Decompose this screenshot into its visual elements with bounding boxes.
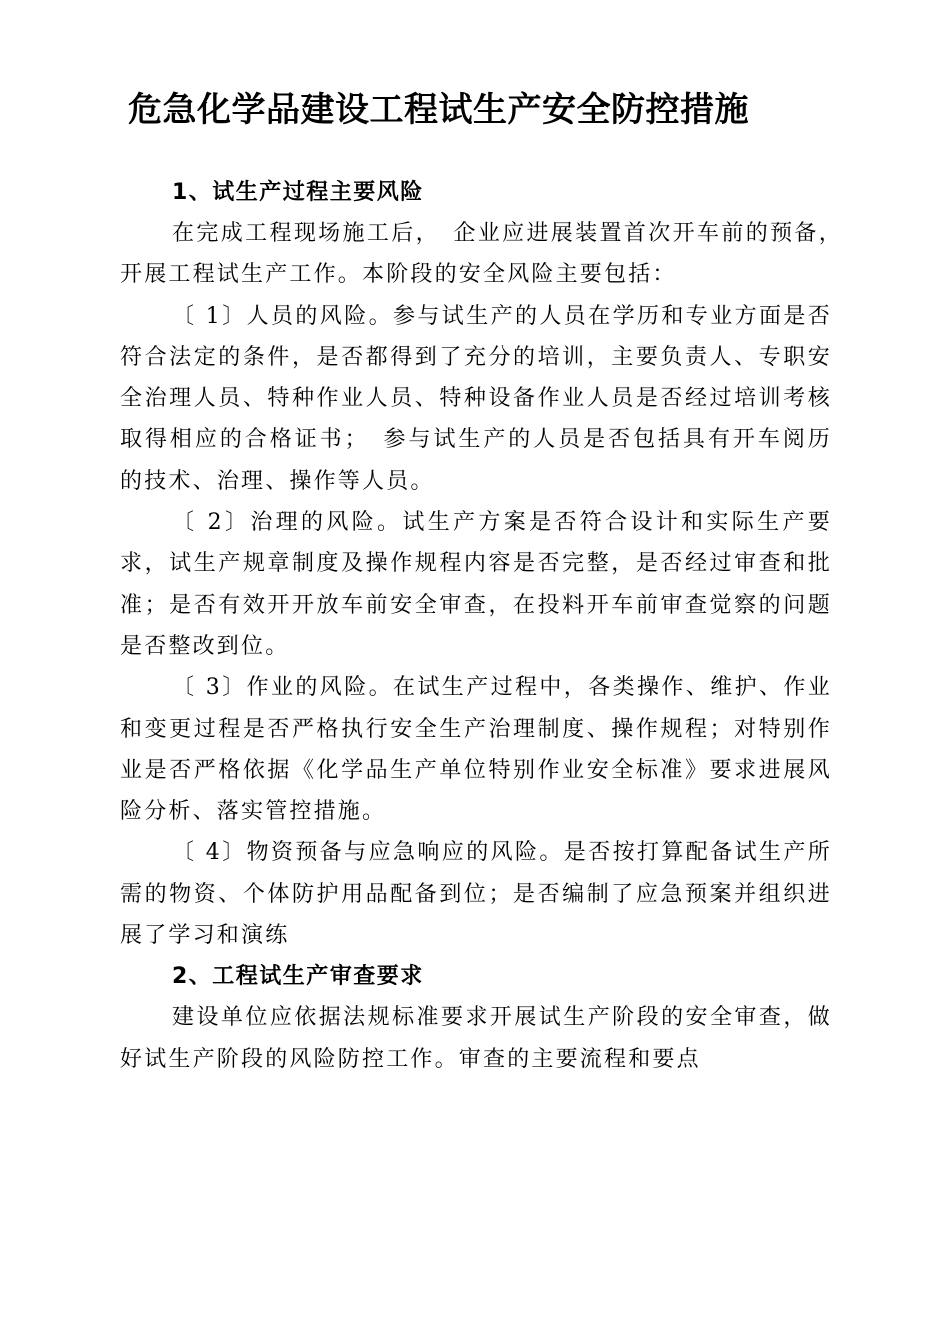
section-heading-risks: 1、试生产过程主要风险 bbox=[172, 180, 424, 205]
paragraph-operation-risk: 〔 3〕作业的风险。在试生产过程中，各类操作、维护、作业和变更过程是否严格执行安全生产治理制度、操作规程；对特别作业是否严格依据《化学品生产单位特别作业安全标准》要求进展风险分析、落实管控措施。 bbox=[120, 675, 832, 825]
paragraph-management-risk: 〔 2〕治理的风险。试生产方案是否符合设计和实际生产要求，试生产规章制度及操作规程内容是否完整，是否经过审查和批准；是否有效开开放车前安全审查，在投料开车前审查觉察的问题是否整改到位。 bbox=[120, 510, 832, 659]
document-title: 危急化学品建设工程试生产安全防控措施 bbox=[128, 90, 749, 130]
document-body bbox=[120, 172, 857, 1080]
section-heading-review: 2、工程试生产审查要求 bbox=[172, 964, 424, 990]
paragraph-personnel-risk: 〔 1〕人员的风险。参与试生产的人员在学历和专业方面是否符合法定的条件，是否都得到了充分的培训，主要负责人、专职安全治理人员、特种作业人员、特种设备作业人员是否经过培训考核取得相应的合格证书； 参与试生产的人员是否包括具有开车阅历的技术、治理、操作等人员。 bbox=[120, 303, 832, 494]
paragraph-materials-risk: 〔 4〕物资预备与应急响应的风险。是否按打算配备试生产所需的物资、个体防护用品配备到位；是否编制了应急预案并组织进展了学习和演练 bbox=[120, 840, 832, 949]
paragraph-review-intro: 建设单位应依据法规标准要求开展试生产阶段的安全审查，做好试生产阶段的风险防控工作。审查的主要流程和要点 bbox=[120, 1005, 832, 1072]
paragraph-intro: 在完成工程现场施工后， 企业应进展装置首次开车前的预备， 开展工程试生产工作。本阶段的安全风险主要包括： bbox=[120, 221, 857, 288]
